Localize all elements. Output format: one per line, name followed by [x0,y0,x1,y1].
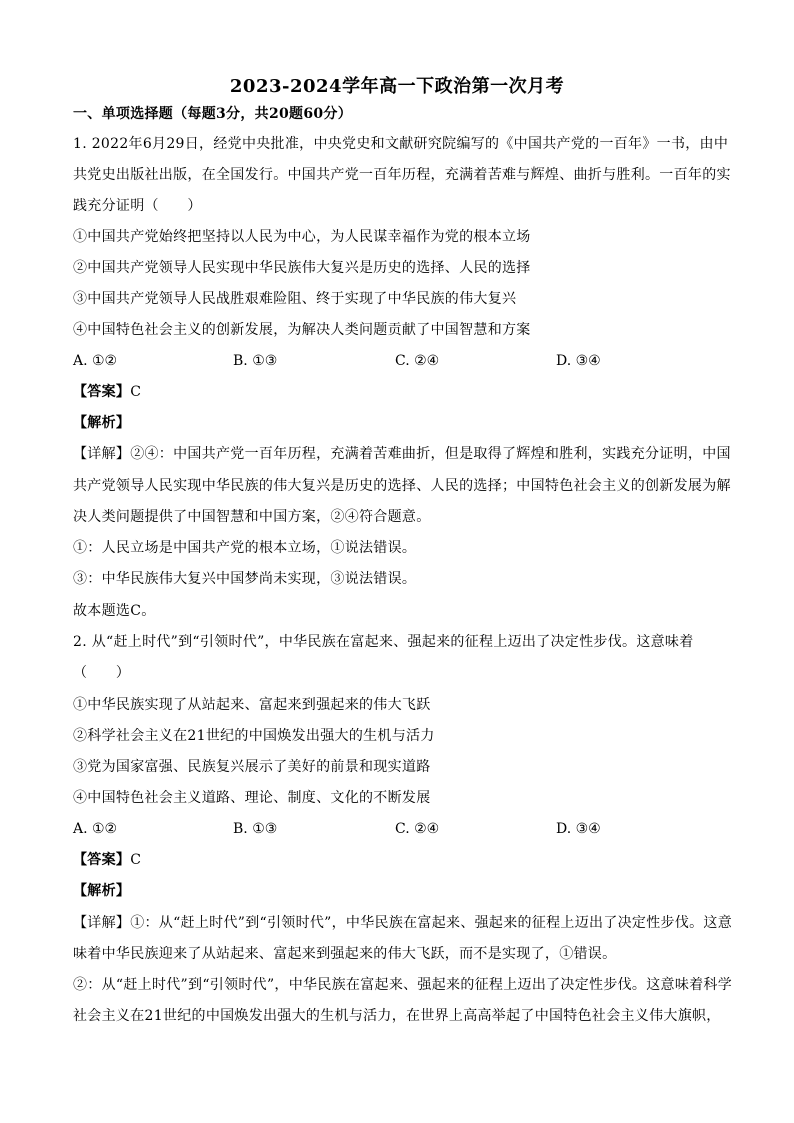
q2-statement-2: ②科学社会主义在21世纪的中国焕发出强大的生机与活力 [73,728,435,744]
q2-option-c: C. ②④ [395,821,440,837]
q2-statement-4: ④中国特色社会主义道路、理论、制度、文化的不断发展 [73,790,431,806]
q2-option-b: B. ①③ [233,821,278,837]
q1-option-c: C. ②④ [395,353,440,369]
q2-detail-line-2: 味着中华民族迎来了从站起来、富起来到强起来的伟大飞跃，而不是实现了，①错误。 [73,946,617,962]
q1-detail-line-5: ③：中华民族伟大复兴中国梦尚未实现，③说法错误。 [73,571,417,587]
q1-option-a: A. ①② [73,353,118,369]
q1-detail-line-2: 共产党领导人民实现中华民族的伟大复兴是历史的选择、人民的选择；中国特色社会主义的创新发展为解 [73,478,731,494]
q2-answer [73,850,723,870]
q2-stem-line-1: 2. 从“赶上时代”到“引领时代”，中华民族在富起来、强起来的征程上迈出了决定性步伐。这意味着 [73,634,694,650]
q1-statement-3: ③中国共产党领导人民战胜艰难险阻、终于实现了中华民族的伟大复兴 [73,291,517,307]
q1-statement-2: ②中国共产党领导人民实现中华民族伟大复兴是历史的选择、人民的选择 [73,260,531,276]
q1-answer-value: C [130,384,142,400]
q1-answer [73,382,723,402]
q2-statement-1: ①中华民族实现了从站起来、富起来到强起来的伟大飞跃 [73,697,431,713]
q1-stem-line-3: 践充分证明（ ） [73,198,202,214]
q1-option-d: D. ③④ [556,353,601,369]
q2-detail-line-3: ②：从“赶上时代”到“引领时代”，中华民族在富起来、强起来的征程上迈出了决定性步伐。这意味着科学 [73,977,733,993]
q2-option-a: A. ①② [73,821,118,837]
q1-stem-line-2: 共党史出版社出版，在全国发行。中国共产党一百年历程，充满着苦难与辉煌、曲折与胜利。一百年的实 [73,167,731,183]
q2-stem-line-2: （ ） [73,665,131,681]
q1-statement-4: ④中国特色社会主义的创新发展，为解决人类问题贡献了中国智慧和方案 [73,322,531,338]
q1-analysis-label: 【解析】 [73,415,131,431]
q2-analysis-label: 【解析】 [73,883,131,899]
q1-stem-line-1: 1. 2022年6月29日，经党中央批准，中央党史和文献研究院编写的《中国共产党的一百年》一书，由中 [73,136,729,152]
q1-option-b: B. ①③ [233,353,278,369]
q2-answer-value: C [130,852,142,868]
q1-detail-line-1: 【详解】②④：中国共产党一百年历程，充满着苦难曲折，但是取得了辉煌和胜利，实践充分证明，中国 [73,446,731,462]
q1-statement-1: ①中国共产党始终把坚持以人民为中心，为人民谋幸福作为党的根本立场 [73,229,531,245]
q2-detail-line-4: 社会主义在21世纪的中国焕发出强大的生机与活力，在世界上高高举起了中国特色社会主义伟大旗帜， [73,1008,721,1024]
q1-detail-line-6: 故本题选C。 [73,603,156,619]
q1-answer-label: 【答案】 [73,384,131,400]
q1-detail-line-3: 决人类问题提供了中国智慧和中国方案，②④符合题意。 [73,509,431,525]
q2-statement-3: ③党为国家富强、民族复兴展示了美好的前景和现实道路 [73,759,431,775]
q2-option-d: D. ③④ [556,821,601,837]
section-header: 一、单项选择题（每题3分，共20题60分） [73,106,353,122]
q2-detail-line-1: 【详解】①：从“赶上时代”到“引领时代”，中华民族在富起来、强起来的征程上迈出了决定性步伐。这意 [73,915,733,931]
q1-detail-line-4: ①：人民立场是中国共产党的根本立场，①说法错误。 [73,540,417,556]
q2-answer-label: 【答案】 [73,852,131,868]
document-title: 2023-2024学年高一下政治第一次月考 [229,76,565,97]
